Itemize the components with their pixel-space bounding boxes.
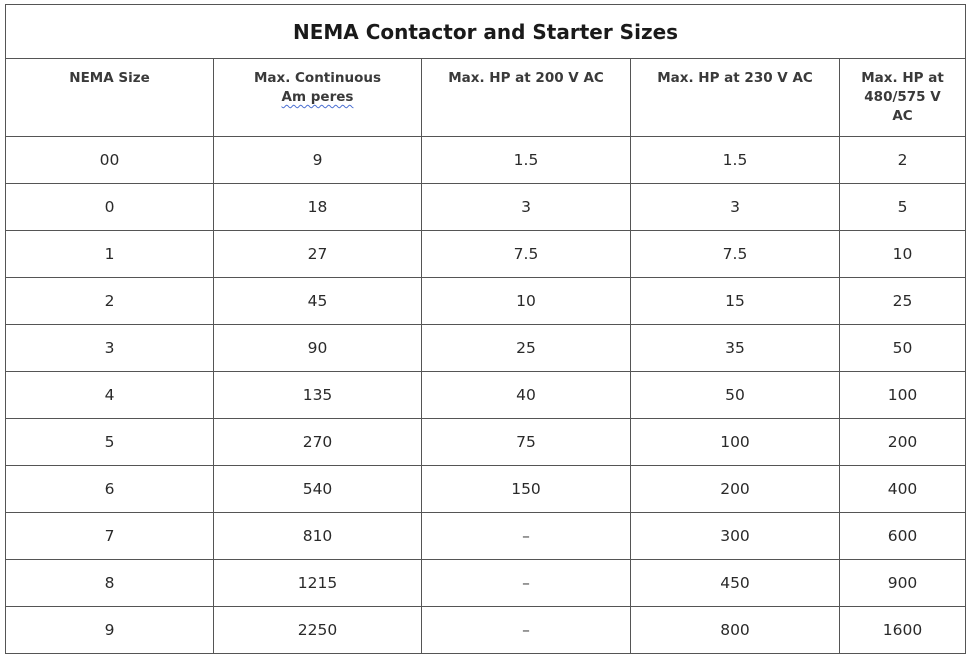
table-row: [6, 325, 966, 372]
cell-max-amperes: 18: [214, 184, 422, 231]
cell-max-amperes: 27: [214, 231, 422, 278]
cell-hp-480-575v: 10: [840, 231, 966, 278]
cell-hp-480-575v: 5: [840, 184, 966, 231]
header-max-continuous-amperes: [214, 59, 422, 137]
cell-nema-size: 2: [6, 278, 214, 325]
cell-hp-480-575v: 50: [840, 325, 966, 372]
title-row: [6, 5, 966, 59]
cell-max-amperes: 90: [214, 325, 422, 372]
cell-hp-200v: 10: [422, 278, 631, 325]
header-nema-size: NEMA Size: [6, 59, 214, 137]
cell-hp-230v: 3: [631, 184, 840, 231]
cell-nema-size: 9: [6, 607, 214, 654]
header-amps-line2: Am peres: [281, 89, 354, 105]
header-hp480-line1: Max. HP at: [861, 70, 944, 86]
table-row: [6, 231, 966, 278]
table-row: [6, 137, 966, 184]
header-row: [6, 59, 966, 137]
cell-hp-200v: 25: [422, 325, 631, 372]
cell-hp-480-575v: 25: [840, 278, 966, 325]
cell-nema-size: 0: [6, 184, 214, 231]
cell-hp-200v: 7.5: [422, 231, 631, 278]
header-hp-200v: Max. HP at 200 V AC: [422, 59, 631, 137]
cell-hp-230v: 7.5: [631, 231, 840, 278]
cell-hp-480-575v: 400: [840, 466, 966, 513]
table-row: [6, 513, 966, 560]
cell-hp-200v: 150: [422, 466, 631, 513]
nema-table-container: [5, 4, 965, 654]
cell-hp-200v: 40: [422, 372, 631, 419]
cell-hp-200v: 3: [422, 184, 631, 231]
cell-hp-230v: 200: [631, 466, 840, 513]
header-amps-line1: Max. Continuous: [253, 70, 382, 86]
cell-hp-480-575v: 200: [840, 419, 966, 466]
cell-max-amperes: 2250: [214, 607, 422, 654]
cell-nema-size: 5: [6, 419, 214, 466]
cell-max-amperes: 270: [214, 419, 422, 466]
cell-max-amperes: 9: [214, 137, 422, 184]
cell-nema-size: 7: [6, 513, 214, 560]
cell-hp-230v: 50: [631, 372, 840, 419]
cell-nema-size: 1: [6, 231, 214, 278]
table-title: NEMA Contactor and Starter Sizes: [6, 5, 966, 59]
cell-hp-200v: 1.5: [422, 137, 631, 184]
table-row: [6, 607, 966, 654]
cell-hp-200v: –: [422, 607, 631, 654]
table-row: [6, 184, 966, 231]
cell-hp-200v: 75: [422, 419, 631, 466]
cell-hp-230v: 800: [631, 607, 840, 654]
cell-hp-230v: 1.5: [631, 137, 840, 184]
cell-nema-size: 3: [6, 325, 214, 372]
cell-hp-480-575v: 900: [840, 560, 966, 607]
cell-hp-230v: 450: [631, 560, 840, 607]
header-hp480-line2: 480/575 V: [864, 89, 941, 105]
table-row: [6, 466, 966, 513]
cell-hp-230v: 15: [631, 278, 840, 325]
cell-hp-200v: –: [422, 560, 631, 607]
header-hp480-line3: AC: [892, 108, 913, 124]
cell-max-amperes: 540: [214, 466, 422, 513]
header-hp-480-575v: [840, 59, 966, 137]
cell-nema-size: 6: [6, 466, 214, 513]
table-row: [6, 278, 966, 325]
cell-hp-230v: 300: [631, 513, 840, 560]
cell-hp-230v: 35: [631, 325, 840, 372]
cell-max-amperes: 1215: [214, 560, 422, 607]
cell-max-amperes: 810: [214, 513, 422, 560]
cell-hp-480-575v: 2: [840, 137, 966, 184]
table-body: [6, 137, 966, 654]
cell-hp-480-575v: 1600: [840, 607, 966, 654]
cell-hp-480-575v: 100: [840, 372, 966, 419]
header-hp-230v: Max. HP at 230 V AC: [631, 59, 840, 137]
cell-hp-480-575v: 600: [840, 513, 966, 560]
cell-nema-size: 00: [6, 137, 214, 184]
cell-hp-230v: 100: [631, 419, 840, 466]
table-row: [6, 372, 966, 419]
nema-sizes-table: [5, 4, 966, 654]
table-row: [6, 560, 966, 607]
cell-max-amperes: 45: [214, 278, 422, 325]
cell-max-amperes: 135: [214, 372, 422, 419]
cell-nema-size: 8: [6, 560, 214, 607]
cell-nema-size: 4: [6, 372, 214, 419]
cell-hp-200v: –: [422, 513, 631, 560]
table-row: [6, 419, 966, 466]
